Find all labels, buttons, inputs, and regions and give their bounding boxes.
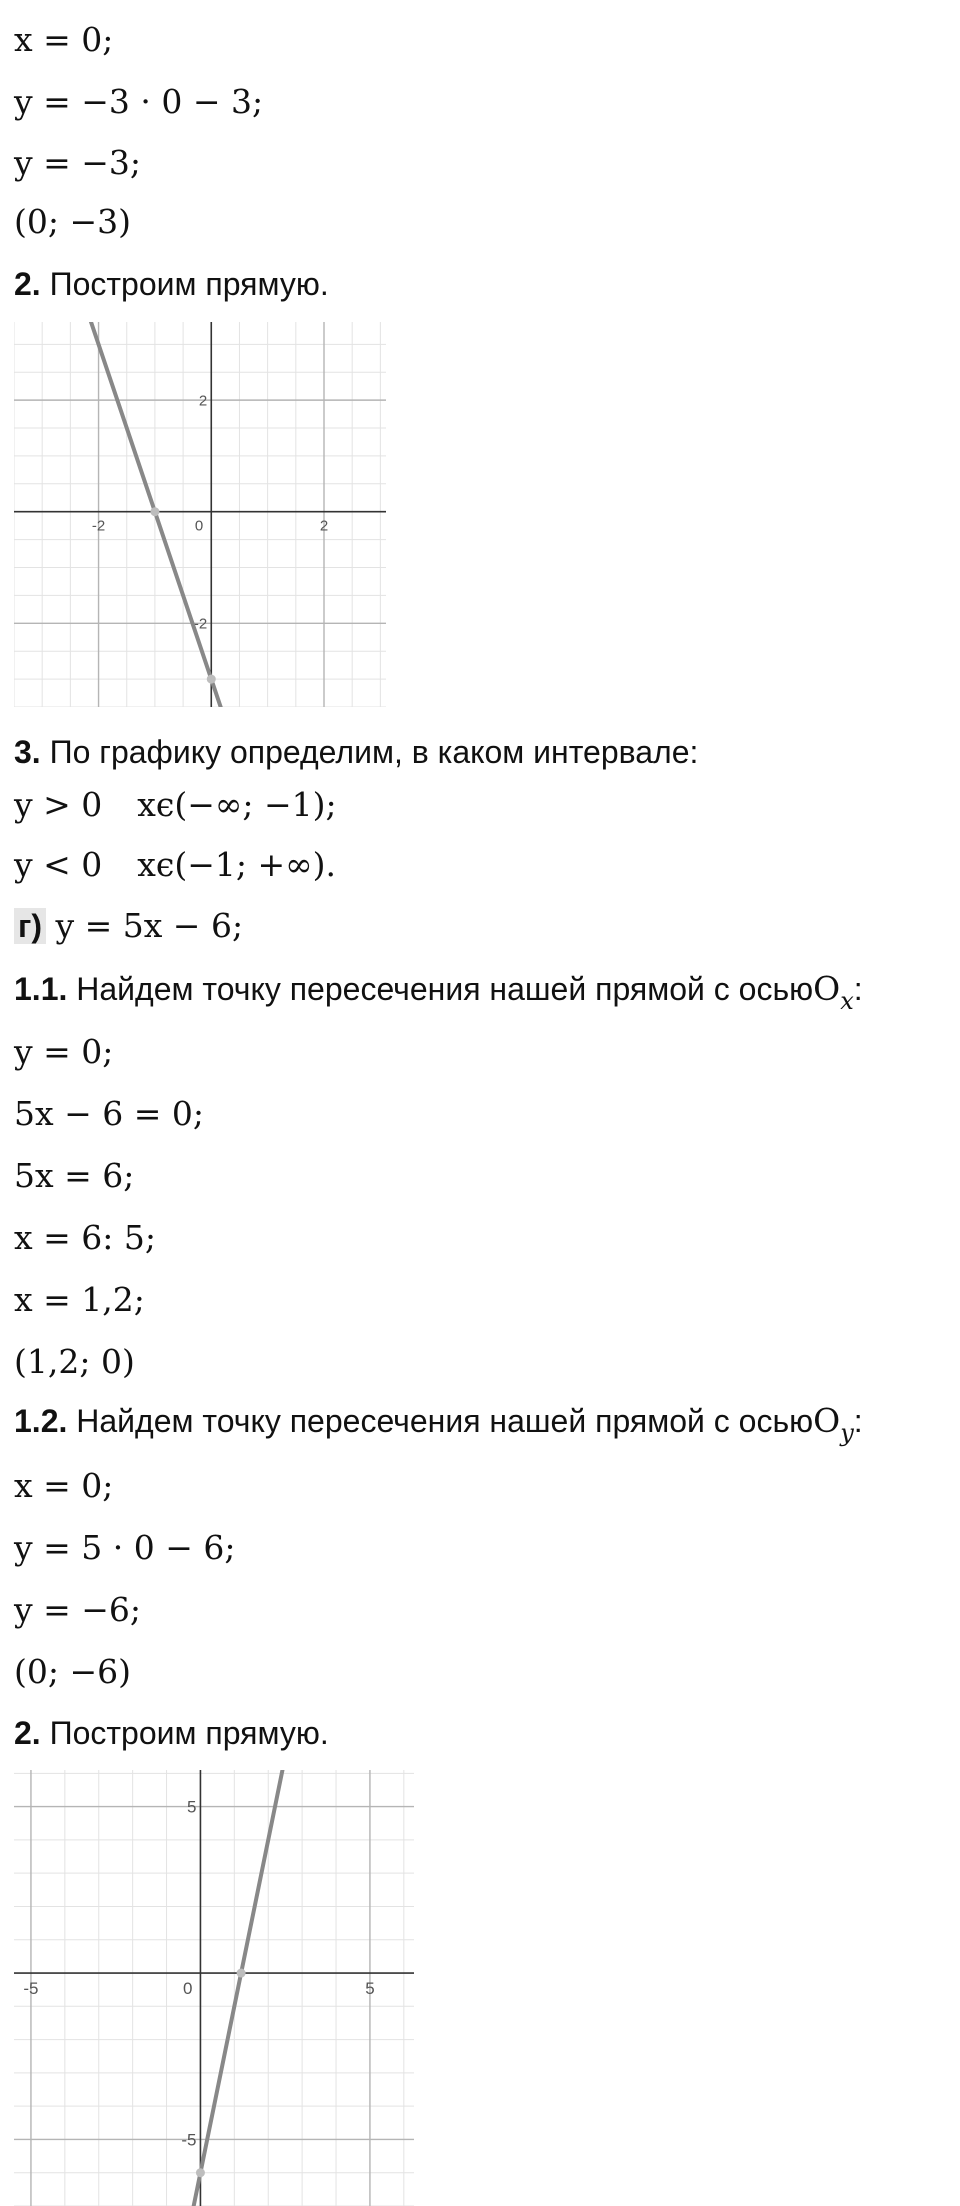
tick-label-x-pos: 5: [365, 1979, 375, 1999]
function-line: [14, 322, 386, 707]
tick-label-y-pos: 5: [186, 1797, 197, 1817]
interval-negative: [14, 845, 336, 885]
eq-a1: y = 0;: [14, 1032, 114, 1071]
interval: xϵ(−1; +∞).: [137, 845, 337, 884]
graph-line-2: [14, 1770, 414, 2206]
condition: y > 0: [14, 785, 103, 824]
tick-label-y-neg: -2: [193, 615, 208, 633]
step-number: 3.: [14, 734, 41, 770]
tick-label-y-neg: -5: [181, 2130, 197, 2150]
interval-positive: [14, 785, 337, 825]
eq-a2: 5x − 6 = 0;: [14, 1094, 204, 1133]
tick-label-origin: 0: [182, 1979, 193, 1999]
graph-line-1: [14, 322, 386, 707]
eq-b3: y = −6;: [14, 1590, 142, 1629]
step-number: 2.: [14, 1715, 41, 1751]
colon: :: [853, 971, 863, 1007]
part-g-heading: [14, 906, 243, 946]
step-1-2-heading: [14, 1401, 863, 1453]
step-number: 2.: [14, 266, 41, 302]
eq-y-result: y = −3;: [14, 143, 142, 182]
step-text: Найдем точку пересечения нашей прямой с осью: [76, 971, 814, 1007]
tick-label-origin: 0: [194, 517, 204, 535]
step-3-heading: [14, 732, 698, 772]
part-label: г): [14, 908, 46, 944]
step-text: По графику определим, в каком интервале:: [49, 734, 699, 770]
axis-name: O: [813, 1401, 841, 1440]
axis-name: O: [813, 969, 841, 1008]
point-oy-intersection: (0; −3): [14, 202, 131, 241]
axis-subscript: x: [840, 987, 854, 1015]
step-2-heading: [14, 264, 329, 304]
step-number: 1.1.: [14, 971, 68, 1007]
condition: y < 0: [14, 845, 103, 884]
axis-subscript: y: [840, 1419, 854, 1447]
eq-y-substitution: y = −3 · 0 − 3;: [14, 82, 264, 121]
step-text: Построим прямую.: [49, 1715, 329, 1751]
interval: xϵ(−∞; −1);: [137, 785, 337, 824]
eq-b2: y = 5 · 0 − 6;: [14, 1528, 236, 1567]
eq-a4: x = 6: 5;: [14, 1218, 156, 1257]
point-ox-intersection: (1,2; 0): [14, 1342, 135, 1381]
intersection-point: [207, 675, 216, 684]
step-number: 1.2.: [14, 1403, 68, 1439]
step-text: Найдем точку пересечения нашей прямой с осью: [76, 1403, 814, 1439]
tick-label-x-pos: 2: [319, 517, 329, 535]
point-oy-intersection: (0; −6): [14, 1652, 131, 1691]
intersection-point: [237, 1969, 246, 1978]
eq-x-zero: x = 0;: [14, 20, 114, 59]
intersection-point: [196, 2168, 205, 2177]
eq-b1: x = 0;: [14, 1466, 114, 1505]
tick-label-x-neg: -5: [23, 1979, 39, 1999]
step-text: Построим прямую.: [49, 266, 329, 302]
tick-label-y-pos: 2: [198, 392, 208, 410]
eq-a5: x = 1,2;: [14, 1280, 145, 1319]
step-2-heading: [14, 1713, 329, 1753]
colon: :: [853, 1403, 863, 1439]
part-equation: y = 5x − 6;: [55, 906, 244, 945]
eq-a3: 5x = 6;: [14, 1156, 135, 1195]
tick-label-x-neg: -2: [91, 517, 106, 535]
intersection-point: [150, 507, 159, 516]
step-1-1-heading: [14, 969, 863, 1021]
